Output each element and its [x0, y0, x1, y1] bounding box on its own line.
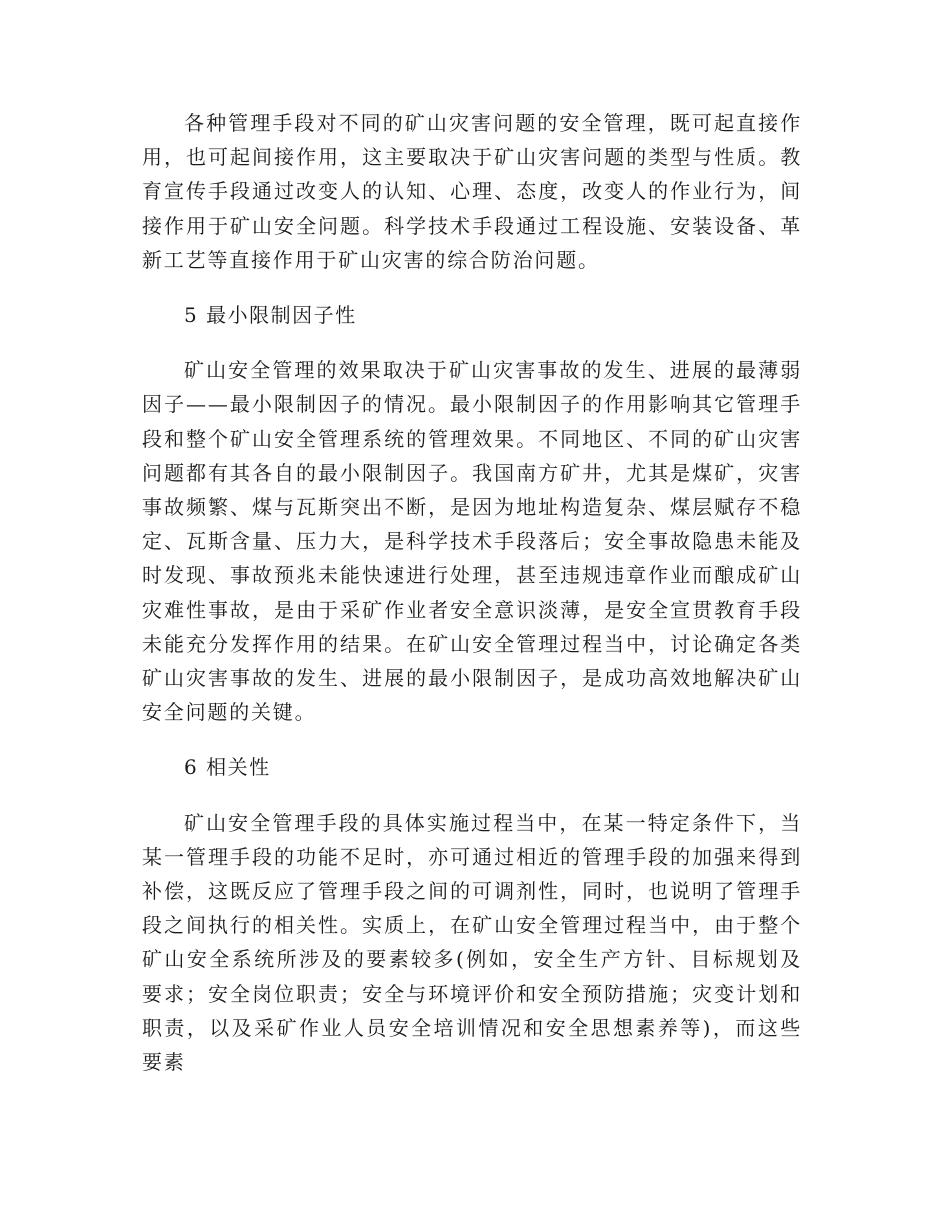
paragraph-management-means: 各种管理手段对不同的矿山灾害问题的安全管理，既可起直接作用，也可起间接作用，这主要取决于矿山灾害问题的类型与性质。教育宣传手段通过改变人的认知、心理、态度，改变人的作业行为，间接作用于矿山安全问题。科学技术手段通过工程设施、安装设备、革新工艺等直接作用于矿山灾害的综合防治问题。 [142, 111, 802, 272]
paragraph-limiting-factor: 矿山安全管理的效果取决于矿山灾害事故的发生、进展的最薄弱因子——最小限制因子的情况。最小限制因子的作用影响其它管理手段和整个矿山安全管理系统的管理效果。不同地区、不同的矿山灾害问题都有其各自的最小限制因子。我国南方矿井，尤其是煤矿，灾害事故频繁、煤与瓦斯突出不断，是因为地址构造复杂、煤层赋存不稳定、瓦斯含量、压力大，是科学技术手段落后；安全事故隐患未能及时发现、事故预兆未能快速进行处理，甚至违规违章作业而酿成矿山灾难性事故，是由于采矿作业者安全意识淡薄，是安全宣贯教育手段未能充分发挥作用的结果。在矿山安全管理过程当中，讨论确定各类矿山灾害事故的发生、进展的最小限制因子，是成功高效地解决矿山安全问题的关键。 [142, 358, 802, 725]
section-heading-6: 6 相关性 [184, 755, 271, 780]
document-body [142, 106, 802, 1100]
section-heading-5: 5 最小限制因子性 [184, 303, 357, 328]
paragraph-correlation: 矿山安全管理手段的具体实施过程当中，在某一特定条件下，当某一管理手段的功能不足时，亦可通过相近的管理手段的加强来得到补偿，这既反应了管理手段之间的可调剂性，同时，也说明了管理手段之间执行的相关性。实质上，在矿山安全管理过程当中，由于整个矿山安全系统所涉及的要素较多(例如，安全生产方针、目标规划及要求；安全岗位职责；安全与环境评价和安全预防措施；灾变计划和职责，以及采矿作业人员安全培训情况和安全思想素养等)，而这些要素 [142, 810, 802, 1075]
